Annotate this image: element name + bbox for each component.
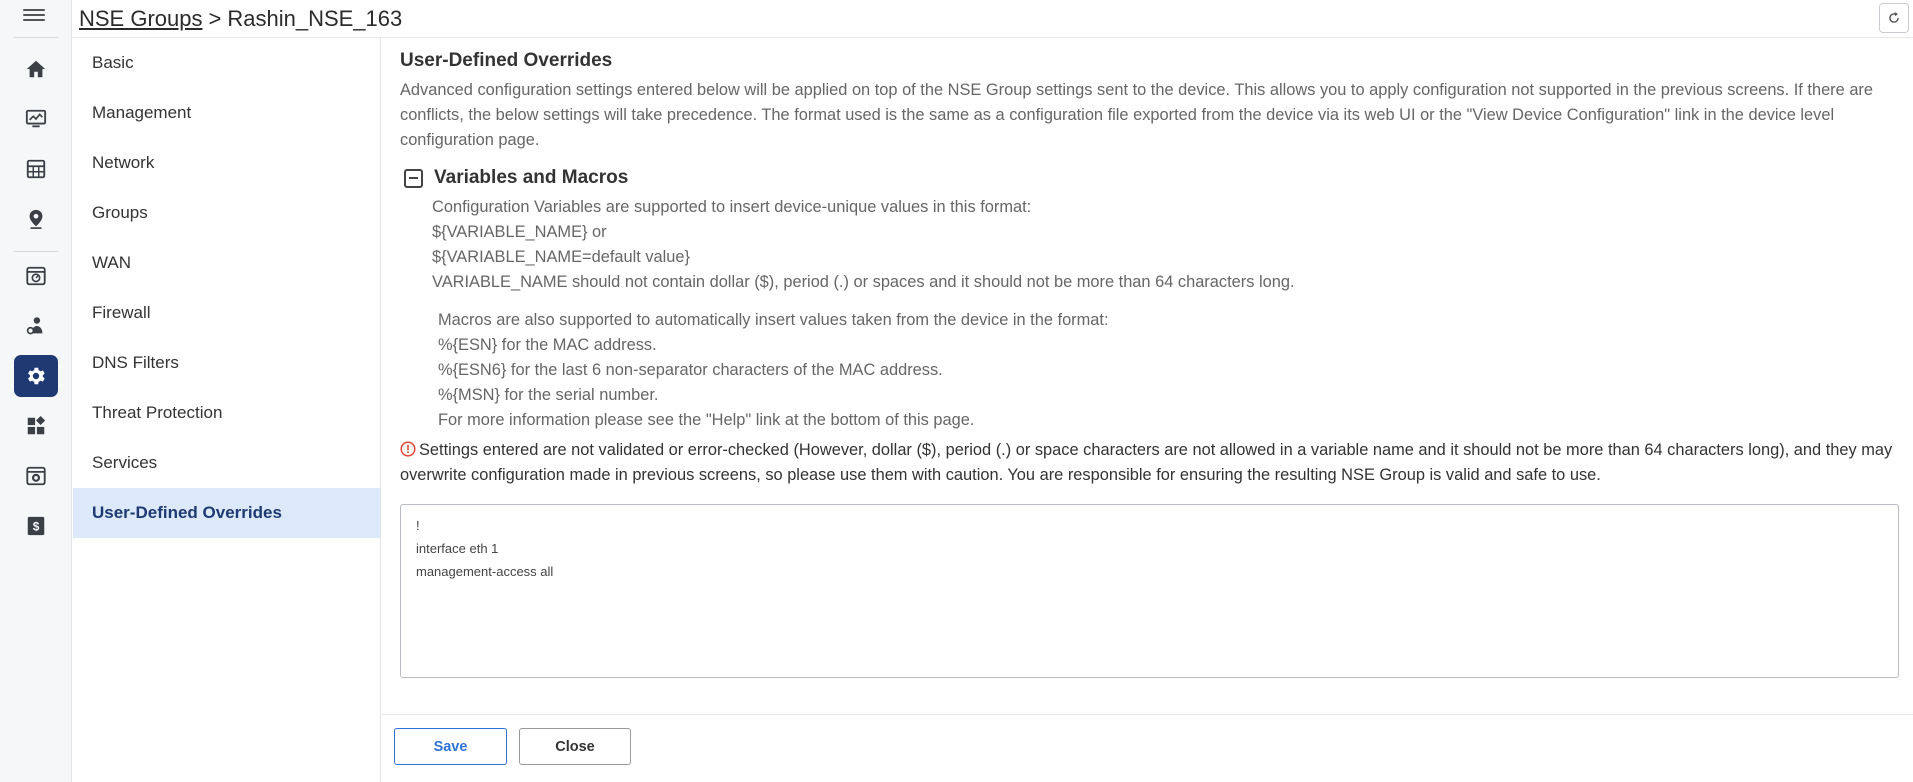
save-button[interactable]: Save: [394, 728, 507, 765]
rail-divider: [14, 37, 58, 38]
macros-line: %{ESN} for the MAC address.: [438, 336, 657, 354]
nav-item-groups[interactable]: Groups: [92, 203, 148, 222]
nav-item-wan[interactable]: WAN: [92, 253, 132, 272]
billing-icon[interactable]: [14, 505, 58, 547]
macros-info: [438, 308, 1900, 433]
macros-line: %{ESN6} for the last 6 non-separator characters of the MAC address.: [438, 361, 943, 379]
monitor-icon[interactable]: [14, 98, 58, 140]
settings-nav: [73, 38, 381, 782]
table-icon[interactable]: [14, 148, 58, 190]
home-icon[interactable]: [14, 48, 58, 90]
nav-item-firewall[interactable]: Firewall: [92, 303, 151, 322]
refresh-icon: [1887, 11, 1901, 25]
breadcrumb-separator: >: [208, 5, 222, 31]
config-overrides-textarea[interactable]: [400, 504, 1899, 678]
user-settings-icon[interactable]: [14, 305, 58, 347]
macros-line: For more information please see the "Help" link at the bottom of this page.: [438, 411, 975, 429]
nav-item-user-defined-overrides[interactable]: User-Defined Overrides: [73, 488, 380, 538]
nav-item-services[interactable]: Services: [92, 453, 158, 472]
refresh-button[interactable]: [1879, 3, 1909, 33]
macros-line: Macros are also supported to automatically insert values taken from the device in the format:: [438, 311, 1109, 329]
close-button[interactable]: Close: [519, 728, 631, 765]
warning-message: [400, 438, 1900, 488]
main-content: [400, 38, 1900, 683]
widgets-icon[interactable]: [14, 405, 58, 447]
hamburger-menu-icon[interactable]: [23, 6, 45, 24]
macros-line: %{MSN} for the serial number.: [438, 386, 659, 404]
collapse-icon: [404, 169, 423, 188]
gear-icon[interactable]: [14, 355, 58, 397]
variables-line: VARIABLE_NAME should not contain dollar ($), period (.) or spaces and it should not be more than 64 characters long.: [432, 273, 1295, 291]
variables-macros-title: Variables and Macros: [434, 167, 629, 188]
svg-text:$: $: [32, 519, 40, 534]
section-description: Advanced configuration settings entered below will be applied on top of the NSE Group settings sent to the device. This allows you to apply configuration not supported in the previous screens. If there are conflicts, the below settings will take precedence. The format used is the same as a configuration file exported from the device via its web UI or the "View Device Configuration" link in the device level configuration page.: [400, 81, 1874, 149]
warning-text: Settings entered are not validated or error-checked (However, dollar ($), period (.) or space characters are not allowed in a variable name and it should not be more than 64 characters long), and they may overwrite configuration made in previous screens, so please use them with caution. You are responsible for ensuring the resulting NSE Group is valid and safe to use.: [400, 441, 1893, 484]
page-header: [72, 0, 1913, 38]
warning-icon: [400, 441, 416, 457]
variables-macros-toggle[interactable]: [400, 165, 1900, 191]
footer-bar: [382, 714, 1913, 782]
location-pin-icon[interactable]: [14, 198, 58, 240]
dashboard-window-icon[interactable]: [14, 255, 58, 297]
icon-rail: [0, 0, 72, 782]
variables-line: ${VARIABLE_NAME=default value}: [432, 248, 691, 266]
variables-line: ${VARIABLE_NAME} or: [432, 223, 607, 241]
nav-item-management[interactable]: Management: [92, 103, 192, 122]
breadcrumb-current: Rashin_NSE_163: [227, 5, 403, 31]
nav-item-threat-protection[interactable]: Threat Protection: [92, 403, 223, 422]
nav-item-network[interactable]: Network: [92, 153, 155, 172]
rail-divider: [14, 251, 58, 252]
nav-item-dns-filters[interactable]: DNS Filters: [92, 353, 179, 372]
breadcrumb-nse-groups-link[interactable]: NSE Groups: [79, 5, 203, 31]
nav-item-basic[interactable]: Basic: [92, 53, 134, 72]
settings-window-icon[interactable]: [14, 455, 58, 497]
section-title: User-Defined Overrides: [400, 50, 613, 71]
variables-line: Configuration Variables are supported to insert device-unique values in this format:: [432, 198, 1032, 216]
variables-info: [432, 195, 1900, 295]
